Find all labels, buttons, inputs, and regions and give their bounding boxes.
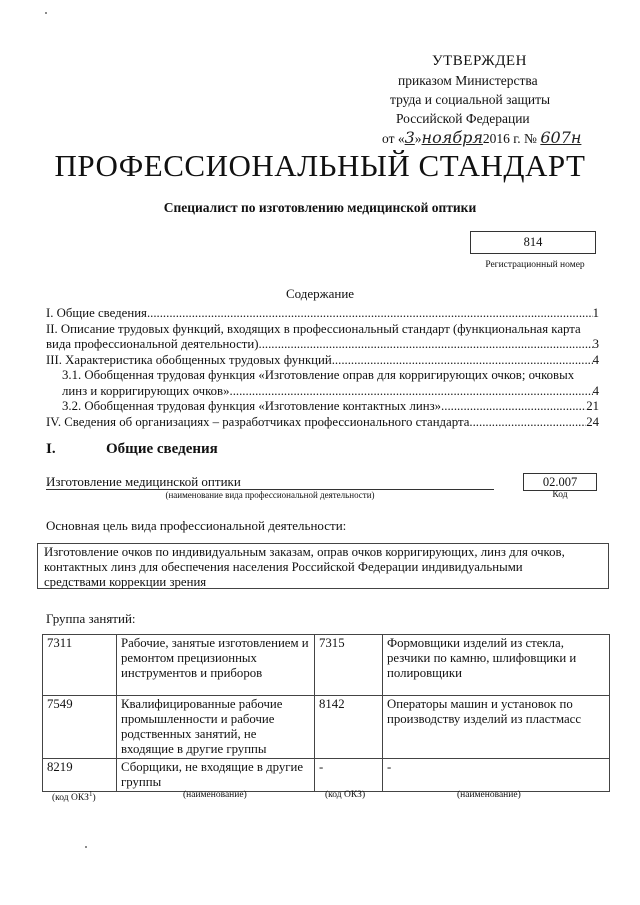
- okz-code: -: [315, 759, 383, 792]
- occupation-name: Сборщики, не входящие в другие группы: [117, 759, 315, 792]
- okz-code: 7549: [43, 696, 117, 759]
- scan-speck: [85, 846, 87, 848]
- goal-text-line: средствами коррекции зрения: [44, 575, 207, 589]
- activity-code-box: 02.007: [523, 473, 597, 491]
- footnote-mark[interactable]: 1: [88, 790, 93, 798]
- approval-month: ноября: [421, 128, 483, 147]
- registration-number-label: Регистрационный номер: [485, 260, 585, 270]
- approval-date-line: от «3»ноября2016 г. № 607н: [382, 128, 582, 147]
- toc-item-3-1-line1[interactable]: 3.1. Обобщенная трудовая функция «Изготовление оправ для корригирующих очков; очковых: [62, 368, 575, 382]
- occupation-group-label: Группа занятий:: [46, 611, 136, 626]
- document-title: ПРОФЕССИОНАЛЬНЫЙ СТАНДАРТ: [54, 148, 586, 183]
- registration-number-box: 814: [470, 231, 596, 254]
- approval-line-country: Российской Федерации: [396, 111, 530, 126]
- caption-okz-code: (код ОКЗ$^1$): [52, 790, 96, 804]
- occupation-name: Формовщики изделий из стекла, резчики по камню, шлифовщики и полировщики: [383, 635, 610, 696]
- toc-title: Содержание: [285, 286, 355, 301]
- toc-item-3-2[interactable]: 3.2. Обобщенная трудовая функция «Изготовление контактных линз» ..... 21: [46, 399, 599, 415]
- table-row: [43, 635, 610, 696]
- table-row: [43, 696, 610, 759]
- caption-okz-code-2: (код ОКЗ): [325, 790, 366, 800]
- toc-item-developers[interactable]: IV. Сведения об организациях – разработчиках профессионального стандарта ..... 24: [46, 415, 599, 431]
- caption-name: (наименование): [183, 790, 247, 800]
- approval-stamp: [382, 52, 612, 148]
- goal-text-line: Изготовление очков по индивидуальным заказам, оправ очков корригирующих, линз для очков,: [44, 545, 565, 559]
- caption-name-2: (наименование): [457, 790, 521, 800]
- toc-item-general[interactable]: I. Общие сведения ..... 1: [46, 306, 599, 322]
- document-subtitle: Специалист по изготовлению медицинской оптики: [163, 200, 477, 215]
- approval-number: 607н: [540, 128, 582, 147]
- okz-code: 7311: [43, 635, 117, 696]
- activity-code-caption: Код: [552, 490, 568, 500]
- occupation-name: Операторы машин и установок по производству изделий из пластмасс: [383, 696, 610, 759]
- occupation-groups-table: [42, 634, 610, 792]
- table-of-contents: [46, 306, 599, 430]
- approval-line-ministry: труда и социальной защиты: [390, 92, 551, 107]
- table-row: [43, 759, 610, 792]
- toc-item-3-1[interactable]: линз и корригирующих очков» ..... 4: [46, 384, 599, 400]
- goal-box: [37, 543, 609, 589]
- scan-speck: [45, 12, 47, 14]
- toc-item-functions[interactable]: вида профессиональной деятельности) ..... 3: [46, 337, 599, 353]
- goal-label: Основная цель вида профессиональной деятельности:: [46, 518, 347, 533]
- occupation-name: Рабочие, занятые изготовлением и ремонтом прецизионных инструментов и приборов: [117, 635, 315, 696]
- occupation-name: Квалифицированные рабочие промышленности и рабочие родственных занятий, не входящие в другие группы: [117, 696, 315, 759]
- activity-name: Изготовление медицинской оптики: [46, 474, 494, 490]
- activity-caption: (наименование вида профессиональной деятельности): [165, 490, 375, 500]
- okz-code: 8142: [315, 696, 383, 759]
- occupation-name: -: [383, 759, 610, 792]
- approval-line-order: приказом Министерства: [398, 73, 538, 88]
- approval-day: 3: [404, 128, 415, 147]
- section-title: Общие сведения: [106, 441, 218, 457]
- toc-item-characteristics[interactable]: III. Характеристика обобщенных трудовых функций ..... 4: [46, 353, 599, 369]
- section-number: I.: [46, 441, 56, 457]
- approval-title: УТВЕРЖДЕН: [432, 53, 527, 69]
- section-heading: [46, 441, 218, 458]
- toc-item-functions-line1[interactable]: II. Описание трудовых функций, входящих в профессиональный стандарт (функциональная карта: [46, 321, 581, 336]
- goal-text-line: контактных линз для обеспечения населения Российской Федерации индивидуальными: [44, 560, 523, 574]
- okz-code: 7315: [315, 635, 383, 696]
- okz-code: 8219: [43, 759, 117, 792]
